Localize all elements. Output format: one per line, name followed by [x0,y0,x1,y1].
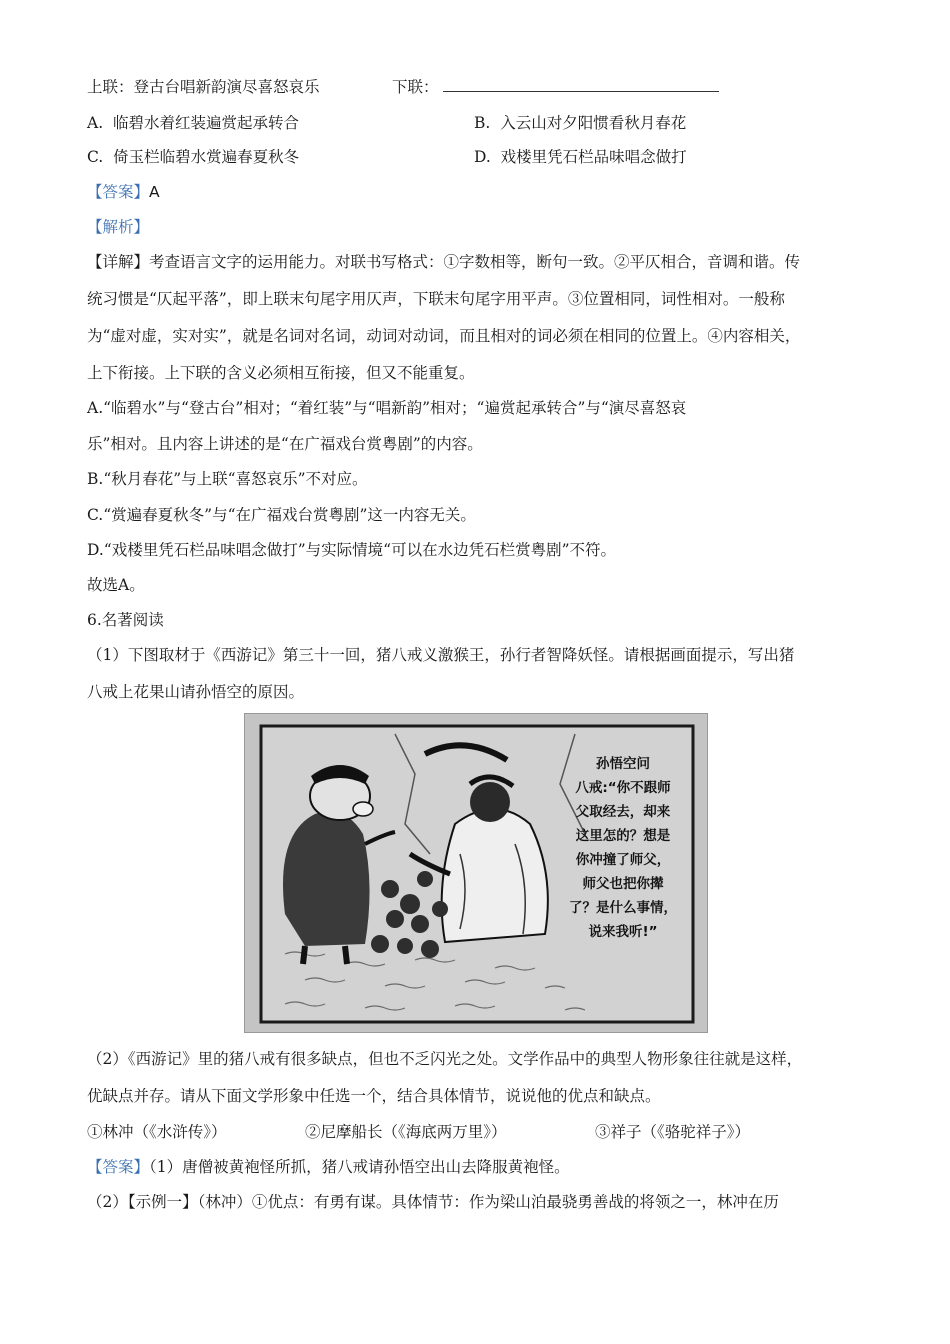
conclusion: 故选A。 [87,576,145,594]
answer-line [87,181,160,203]
detail-line-2: 统习惯是“仄起平落”，即上联末句尾字用仄声，下联末句尾字用平声。③位置相同，词性相对。一般称 [87,290,785,308]
caption-line-4: 这里怎的？想是 [575,828,671,844]
q2-line-1: （2）《西游记》里的猪八戒有很多缺点，但也不乏闪光之处。文学作品中的典型人物形象往往就是这样， [87,1050,803,1068]
q6-answer-line-1: 【答案】（1）唐僧被黄袍怪所抓，猪八戒请孙悟空出山去降服黄袍怪。 [87,1158,570,1176]
caption-line-6: 师父也把你撵 [582,876,664,892]
explanation-a-line-1: A.“临碧水”与“登古台”相对；“着红装”与“唱新韵”相对；“遍赏起承转合”与“演尽喜怒哀 [87,399,687,417]
analysis-tag: 【解析】 [87,218,150,236]
journey-to-the-west-comic [244,713,708,1033]
detail-tag: 【详解】 [87,253,150,271]
upper-label: 上联： [87,78,134,96]
explanation-c: C.“赏遍春夏秋冬”与“在广福戏台赏粤剧”这一内容无关。 [87,506,476,524]
caption-line-8: 说来我听!” [588,924,658,940]
caption-line-7: 了？是什么事情， [569,900,677,916]
choice-lin-chong: ①林冲（《水浒传》） [87,1123,227,1141]
detail-line-4: 上下衔接。上下联的含义必须相互衔接，但又不能重复。 [87,364,475,382]
detail-line-1: 【详解】考查语言文字的运用能力。对联书写格式：①字数相等，断句一致。②平仄相合，音调和谐。传 [87,253,801,271]
option-text: 倚玉栏临碧水赏遍春夏秋冬 [113,148,300,166]
choice-captain-nemo: ②尼摩船长（《海底两万里》） [305,1123,507,1141]
explanation-d: D.“戏楼里凭石栏品味唱念做打”与实际情境“可以在水边凭石栏赏粤剧”不符。 [87,541,617,559]
option-letter: A. [87,114,104,132]
option-c [87,146,299,168]
option-letter: D. [474,148,491,166]
couplet-line [87,76,320,98]
option-b [474,112,686,134]
explanation-b: B.“秋月春花”与上联“喜怒哀乐”不对应。 [87,470,368,488]
caption-line-2: 八戒:“你不跟师 [575,780,671,796]
explanation-a-line-2: 乐”相对。且内容上讲述的是“在广福戏台赏粤剧”的内容。 [87,435,483,453]
lower-label: 下联： [392,78,439,96]
q1-line-2: 八戒上花果山请孙悟空的原因。 [87,683,305,701]
choice-xiangzi: ③祥子（《骆驼祥子》） [595,1123,751,1141]
option-letter: C. [87,148,104,166]
lower-couplet [392,76,719,98]
option-letter: B. [474,114,491,132]
question-6-title: 6.名著阅读 [87,611,164,629]
option-a [87,112,299,134]
caption-line-3: 父取经去，却来 [575,804,671,820]
option-text: 戏楼里凭石栏品味唱念做打 [500,148,687,166]
detail-line-3: 为“虚对虚，实对实”，就是名词对名词，动词对动词，而且相对的词必须在相同的位置上。④内容相关， [87,327,801,345]
q2-line-2: 优缺点并存。请从下面文学形象中任选一个，结合具体情节，说说他的优点和缺点。 [87,1087,661,1105]
option-text: 入云山对夕阳惯看秋月春花 [500,114,687,132]
answer-blank [443,76,719,92]
q6-answer-line-2: （2）【示例一】（林冲）①优点：有勇有谋。具体情节：作为梁山泊最骁勇善战的将领之一，林冲在历 [87,1193,779,1211]
option-text: 临碧水着红装遍赏起承转合 [112,114,299,132]
option-d [474,146,687,168]
comic-illustration [245,714,707,1032]
caption-line-5: 你冲撞了师父， [575,852,671,868]
answer-value: A [149,183,160,201]
q6-answer-tag: 【答案】 [87,1158,150,1176]
upper-couplet: 登古台唱新韵演尽喜怒哀乐 [133,78,320,96]
answer-tag: 【答案】 [87,183,150,201]
q1-line-1: （1）下图取材于《西游记》第三十一回，猪八戒义激猴王，孙行者智降妖怪。请根据画面提示，写出猪 [87,646,795,664]
caption-line-1: 孙悟空问 [596,756,650,772]
